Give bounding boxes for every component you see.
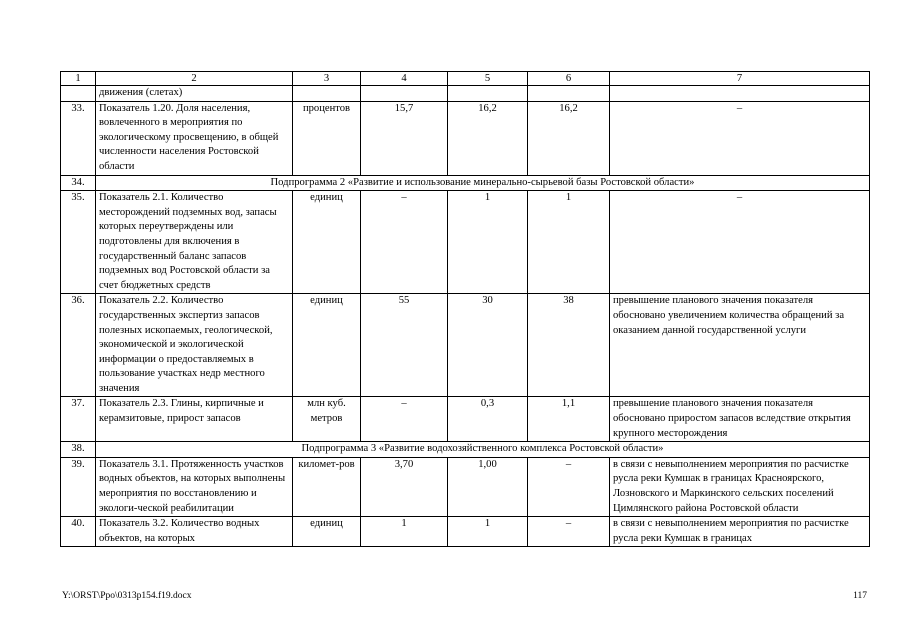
unit-cell: млн куб. метров	[293, 397, 361, 442]
indicator-cell: Показатель 3.2. Количество водных объектов, на которых	[96, 517, 293, 547]
value-cell: 38	[528, 294, 610, 397]
header-cell: 7	[610, 72, 870, 86]
header-cell: 5	[448, 72, 528, 86]
indicator-cell: Показатель 3.1. Протяженность участков водных объектов, на которых выполнены мероприятия по восстановлению и экологи-ческой реабилитации	[96, 457, 293, 516]
indicator-cell: Показатель 1.20. Доля населения, вовлеченного в мероприятия по экологическому просвещению, в общей численности населения Ростовской области	[96, 101, 293, 175]
table-row	[61, 294, 870, 397]
unit-cell: процентов	[293, 101, 361, 175]
value-cell: 15,7	[361, 101, 448, 175]
page-number: 117	[853, 591, 867, 601]
indicator-cell: движения (слетах)	[96, 86, 293, 102]
header-cell: 1	[61, 72, 96, 86]
subprogram-row	[61, 175, 870, 191]
table-row	[61, 517, 870, 547]
unit-cell: единиц	[293, 517, 361, 547]
row-number: 36.	[61, 294, 96, 397]
note-cell: –	[610, 101, 870, 175]
row-number: 33.	[61, 101, 96, 175]
table-header-row	[61, 72, 870, 86]
table-row	[61, 457, 870, 516]
value-cell: 55	[361, 294, 448, 397]
continuation-row	[61, 86, 870, 102]
value-cell: 16,2	[448, 101, 528, 175]
table-row	[61, 191, 870, 294]
note-cell: превышение планового значения показателя обосновано приростом запасов вследствие открытия крупного месторождения	[610, 397, 870, 442]
row-number: 35.	[61, 191, 96, 294]
value-cell: –	[361, 191, 448, 294]
indicators-table	[60, 71, 870, 547]
value-cell: 1	[528, 191, 610, 294]
row-number: 38.	[61, 442, 96, 458]
row-number: 40.	[61, 517, 96, 547]
file-path: Y:\ORST\Ppo\0313p154.f19.docx	[62, 591, 192, 601]
value-cell: 1	[448, 517, 528, 547]
value-cell: 1,1	[528, 397, 610, 442]
header-cell: 6	[528, 72, 610, 86]
subprogram-title: Подпрограмма 2 «Развитие и использование минерально-сырьевой базы Ростовской области»	[96, 175, 870, 191]
value-cell: 16,2	[528, 101, 610, 175]
value-cell: –	[528, 517, 610, 547]
indicator-cell: Показатель 2.3. Глины, кирпичные и керамзитовые, прирост запасов	[96, 397, 293, 442]
value-cell: 1,00	[448, 457, 528, 516]
header-cell: 2	[96, 72, 293, 86]
value-cell: –	[528, 457, 610, 516]
unit-cell: единиц	[293, 191, 361, 294]
row-number: 39.	[61, 457, 96, 516]
value-cell: 3,70	[361, 457, 448, 516]
value-cell: 0,3	[448, 397, 528, 442]
row-number: 34.	[61, 175, 96, 191]
subprogram-title: Подпрограмма 3 «Развитие водохозяйственного комплекса Ростовской области»	[96, 442, 870, 458]
unit-cell: единиц	[293, 294, 361, 397]
note-cell: –	[610, 191, 870, 294]
unit-cell: километ-ров	[293, 457, 361, 516]
value-cell: 1	[448, 191, 528, 294]
table-row	[61, 397, 870, 442]
indicator-cell: Показатель 2.1. Количество месторождений подземных вод, запасы которых переутверждены или подготовлены для включения в государственный баланс запасов подземных вод Ростовской области за счет бюджетных средств	[96, 191, 293, 294]
header-cell: 4	[361, 72, 448, 86]
table-row	[61, 101, 870, 175]
note-cell: в связи с невыполнением мероприятия по расчистке русла реки Кумшак в границах	[610, 517, 870, 547]
note-cell: в связи с невыполнением мероприятия по расчистке русла реки Кумшак в границах Красноярского, Лозновского и Маркинского сельских поселений Цимлянского района Ростовской области	[610, 457, 870, 516]
value-cell: 1	[361, 517, 448, 547]
row-number: 37.	[61, 397, 96, 442]
indicator-cell: Показатель 2.2. Количество государственных экспертиз запасов полезных ископаемых, геологической, экономической и экологической информации о предоставляемых в пользование участках недр местного значения	[96, 294, 293, 397]
value-cell: –	[361, 397, 448, 442]
subprogram-row	[61, 442, 870, 458]
header-cell: 3	[293, 72, 361, 86]
value-cell: 30	[448, 294, 528, 397]
note-cell: превышение планового значения показателя обосновано увеличением количества обращений за оказанием данной государственной услуги	[610, 294, 870, 397]
